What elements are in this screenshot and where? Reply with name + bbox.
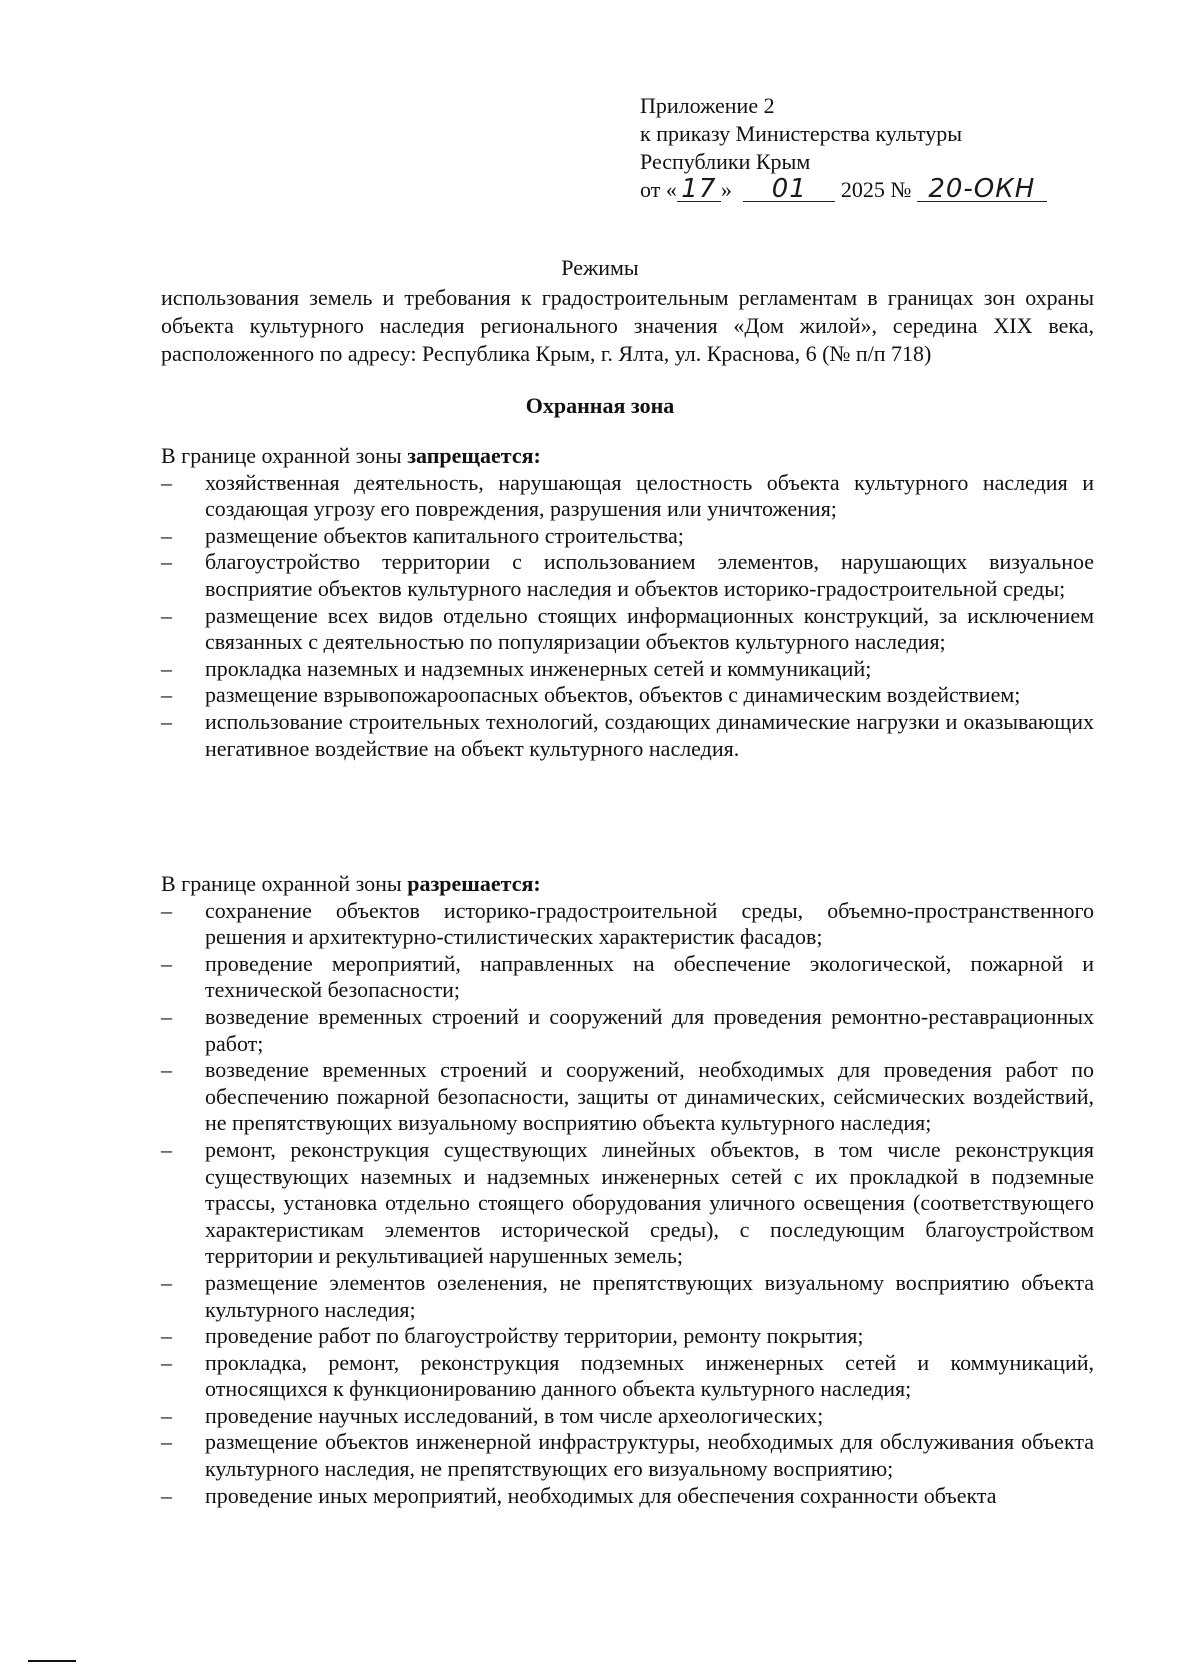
list-marker: – [161, 1057, 172, 1083]
order-number: 20-ОКН [917, 177, 1047, 202]
appendix-line-3: Республики Крым [640, 149, 811, 174]
forbidden-intro [161, 443, 1094, 470]
list-item [161, 523, 1094, 550]
list-item [161, 1057, 1094, 1137]
appendix-block [640, 92, 1047, 204]
allowed-section [161, 871, 1094, 1509]
list-marker: – [161, 897, 172, 923]
list-marker: – [161, 1323, 172, 1349]
list-item [161, 951, 1094, 1004]
forbidden-intro-bold: запрещается: [407, 443, 541, 468]
list-marker: – [161, 682, 172, 708]
list-marker: – [161, 950, 172, 976]
list-item-text: размещение объектов инженерной инфраструктуры, необходимых для обслуживания объекта культурного наследия, не препятствующих его визуальному восприятию; [205, 1429, 1094, 1482]
date-prefix: от « [640, 177, 677, 202]
list-item-text: проведение мероприятий, направленных на обеспечение экологической, пожарной и технической безопасности; [205, 950, 1094, 1003]
list-item [161, 1004, 1094, 1057]
footer-rule [28, 1660, 76, 1662]
list-marker: – [161, 1003, 172, 1029]
list-marker: – [161, 469, 172, 495]
list-item [161, 470, 1094, 523]
list-item-text: проведение научных исследований, в том числе археологических; [205, 1402, 824, 1428]
list-item-text: прокладка, ремонт, реконструкция подземных инженерных сетей и коммуникаций, относящихся к функционированию данного объекта культурного наследия; [205, 1349, 1094, 1402]
list-item [161, 1323, 1094, 1350]
forbidden-section [161, 443, 1094, 762]
forbidden-list [161, 470, 1094, 763]
list-item-text: проведение иных мероприятий, необходимых для обеспечения сохранности объекта [205, 1482, 997, 1508]
list-marker: – [161, 1269, 172, 1295]
list-item-text: размещение элементов озеленения, не препятствующих визуальному восприятию объекта культурного наследия; [205, 1269, 1094, 1322]
list-marker: – [161, 522, 172, 548]
list-item-text: прокладка наземных и надземных инженерных сетей и коммуникаций; [205, 655, 872, 681]
list-item [161, 1483, 1094, 1510]
allowed-intro-bold: разрешается: [407, 871, 541, 896]
appendix-line-1: Приложение 2 [640, 93, 775, 118]
list-item-text: благоустройство территории с использованием элементов, нарушающих визуальное восприятие объектов культурного наследия и объектов историко-градостроительной среды; [205, 549, 1094, 601]
list-marker: – [161, 1136, 172, 1162]
list-marker: – [161, 708, 172, 734]
date-month: 01 [743, 177, 835, 202]
list-marker: – [161, 1482, 172, 1508]
list-item [161, 656, 1094, 683]
list-marker: – [161, 1429, 172, 1455]
list-item [161, 1429, 1094, 1482]
list-marker: – [161, 1402, 172, 1428]
document-subtitle: использования земель и требования к градостроительным регламентам в границах зон охраны объекта культурного наследия регионального значения «Дом жилой», середина XIX века, расположенного по адресу: Республика Крым, г. Ялта, ул. Краснова, 6 (№ п/п 718) [161, 285, 1094, 366]
list-marker: – [161, 655, 172, 681]
list-item-text: размещение взрывопожароопасных объектов, объектов с динамическим воздействием; [205, 682, 1021, 708]
allowed-intro-text: В границе охранной зоны [161, 871, 408, 896]
date-mid: » [720, 177, 732, 202]
list-item [161, 709, 1094, 762]
list-item-text: возведение временных строений и сооружений для проведения ремонтно-реставрационных работ; [205, 1003, 1094, 1056]
appendix-line-2: к приказу Министерства культуры [640, 121, 963, 146]
list-item [161, 1350, 1094, 1403]
list-item [161, 1137, 1094, 1270]
date-day: 17 [677, 177, 721, 202]
list-item-text: ремонт, реконструкция существующих линейных объектов, в том числе реконструкция существующих наземных и надземных инженерных сетей с их прокладкой в подземные трассы, установка отдельно стоящего оборудования уличного освещения (соответствующего характеристикам элементов исторической среды), с последующим благоустройством территории и рекультивацией нарушенных земель; [205, 1136, 1094, 1269]
list-item-text: проведение работ по благоустройству территории, ремонту покрытия; [205, 1323, 864, 1349]
list-item [161, 603, 1094, 656]
allowed-intro [161, 871, 1094, 898]
list-marker: – [161, 602, 172, 628]
list-item-text: использование строительных технологий, создающих динамические нагрузки и оказывающих негативное воздействие на объект культурного наследия. [205, 708, 1094, 761]
zone-heading: Охранная зона [525, 393, 675, 418]
list-item-text: хозяйственная деятельность, нарушающая целостность объекта культурного наследия и создающая угрозу его повреждения, разрушения или уничтожения; [205, 469, 1094, 522]
forbidden-intro-text: В границе охранной зоны [161, 443, 408, 468]
list-item-text: размещение всех видов отдельно стоящих информационных конструкций, за исключением связанных с деятельностью по популяризации объектов культурного наследия; [205, 602, 1094, 655]
list-item [161, 549, 1094, 602]
list-item [161, 1403, 1094, 1430]
list-item [161, 682, 1094, 709]
list-item-text: возведение временных строений и сооружений, необходимых для проведения работ по обеспечению пожарной безопасности, защиты от динамических, сейсмических воздействий, не препятствующих визуальному восприятию объекта культурного наследия; [205, 1057, 1094, 1136]
date-year: 2025 № [840, 177, 912, 202]
list-item-text: размещение объектов капитального строительства; [205, 522, 684, 548]
list-marker: – [161, 549, 172, 575]
list-item-text: сохранение объектов историко-градостроительной среды, объемно-пространственного решения и архитектурно-стилистических характеристик фасадов; [205, 897, 1094, 950]
list-marker: – [161, 1349, 172, 1375]
list-item [161, 1270, 1094, 1323]
order-date-line [640, 176, 1047, 204]
allowed-list [161, 898, 1094, 1510]
document-title: Режимы [561, 255, 639, 280]
list-item [161, 898, 1094, 951]
